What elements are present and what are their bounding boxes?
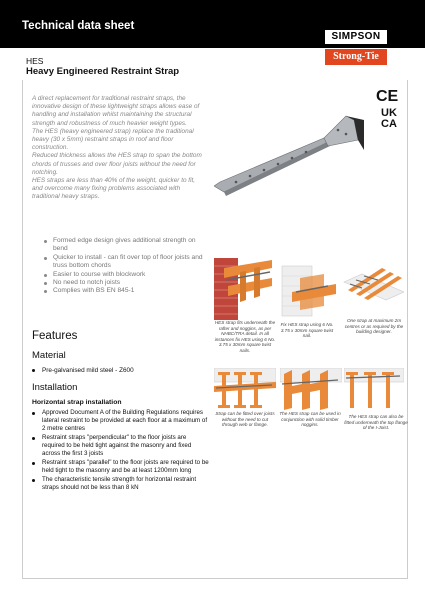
- benefits-list: [44, 237, 204, 296]
- illustration-i-joist: [344, 368, 404, 412]
- intro-paragraph: HES straps are less than 40% of the weight, quicker to fit, and overcome many fixing problems associated with traditional heavy straps.: [32, 177, 196, 201]
- installation-item: Restraint straps "perpendicular" to the floor joists are required to be held tight against the masonry and fixed across the first 3 joists: [32, 434, 210, 458]
- illustration-rafter-noggins: [214, 258, 272, 320]
- caption-rafter-noggins: HES strap fits underneath the rafter and noggins, as per NHBC/TRA detail. In all instances fix HES using 6 No. 3.75 x 30mm square twist nails.: [214, 320, 276, 353]
- illustration-over-joists: [214, 368, 276, 410]
- intro-text: [32, 95, 204, 202]
- caption-solid-noggins: The HES strap can be used in conjunction with solid timber noggins.: [279, 411, 341, 428]
- caption-fix-strap: Fix HES strap using 6 No. 3.75 x 30mm square twist nail.: [280, 322, 334, 339]
- strongtie-logo: Strong-Tie: [325, 49, 387, 65]
- strap-product-image: [214, 90, 364, 250]
- caption-strap-centres: One strap at maximum 2m centres or as required by the building designer.: [344, 318, 404, 335]
- intro-paragraph: The HES (heavy engineered strap) replace the traditional heavy (30 x 5mm) restraint straps in roof and floor construction.: [32, 127, 194, 152]
- caption-over-joists: Strap can be fitted over joists without the need to cut through web or flange.: [215, 411, 275, 428]
- benefit-item: Formed edge design gives additional strength on bend: [44, 237, 204, 254]
- content-border-left: [22, 80, 23, 578]
- content-border-bottom: [22, 578, 408, 579]
- installation-item: The characteristic tensile strength for horizontal restraint straps should not be less than 8 kN: [32, 476, 210, 492]
- material-heading: Material: [32, 350, 66, 361]
- header-title: Technical data sheet: [22, 20, 135, 32]
- product-code: HES: [26, 56, 44, 66]
- material-item: Pre-galvanised mild steel - Z600: [32, 367, 134, 374]
- features-heading: Features: [32, 330, 78, 342]
- intro-paragraph: A direct replacement for traditional restraint straps, the innovative design of these lightweight straps allows ease of handling and installation whilst maintaining the structural strength and robustness of much heavier weight types.: [32, 95, 200, 127]
- content-border-right: [407, 80, 408, 578]
- installation-list: [32, 409, 210, 493]
- illustration-fix-strap: [278, 262, 336, 318]
- installation-item: Approved Document A of the Building Regulations requires lateral restraint to be provided at each floor at a maximum of 2 metre centres: [32, 409, 210, 433]
- benefit-item: Complies with BS EN 845-1: [44, 287, 204, 295]
- product-name: Heavy Engineered Restraint Strap: [26, 66, 180, 77]
- illustration-strap-centres: [342, 262, 404, 318]
- illustration-solid-noggins: [280, 368, 342, 410]
- benefit-item: No need to notch joists: [44, 279, 204, 287]
- benefit-item: Easier to course with blockwork: [44, 271, 204, 279]
- intro-paragraph: Reduced thickness allows the HES strap to span the bottom chords of trusses and over floor joists without the need for notching.: [32, 152, 202, 176]
- caption-i-joist: The HES strap can also be fitted underneath the top flange of the I-Joist.: [344, 414, 408, 431]
- simpson-logo: SIMPSON: [325, 30, 387, 44]
- installation-item: Restraint straps "parallel" to the floor joists are required to be held tight to the masonry and be at least 1200mm long: [32, 459, 210, 475]
- horizontal-strap-heading: Horizontal strap installation: [32, 399, 122, 406]
- installation-heading: Installation: [32, 382, 78, 393]
- ukca-mark: UK CA: [381, 107, 397, 130]
- ce-mark: CE: [376, 88, 399, 105]
- material-list: [32, 367, 134, 374]
- benefit-item: Quicker to install - can fit over top of floor joists and truss bottom chords: [44, 254, 204, 271]
